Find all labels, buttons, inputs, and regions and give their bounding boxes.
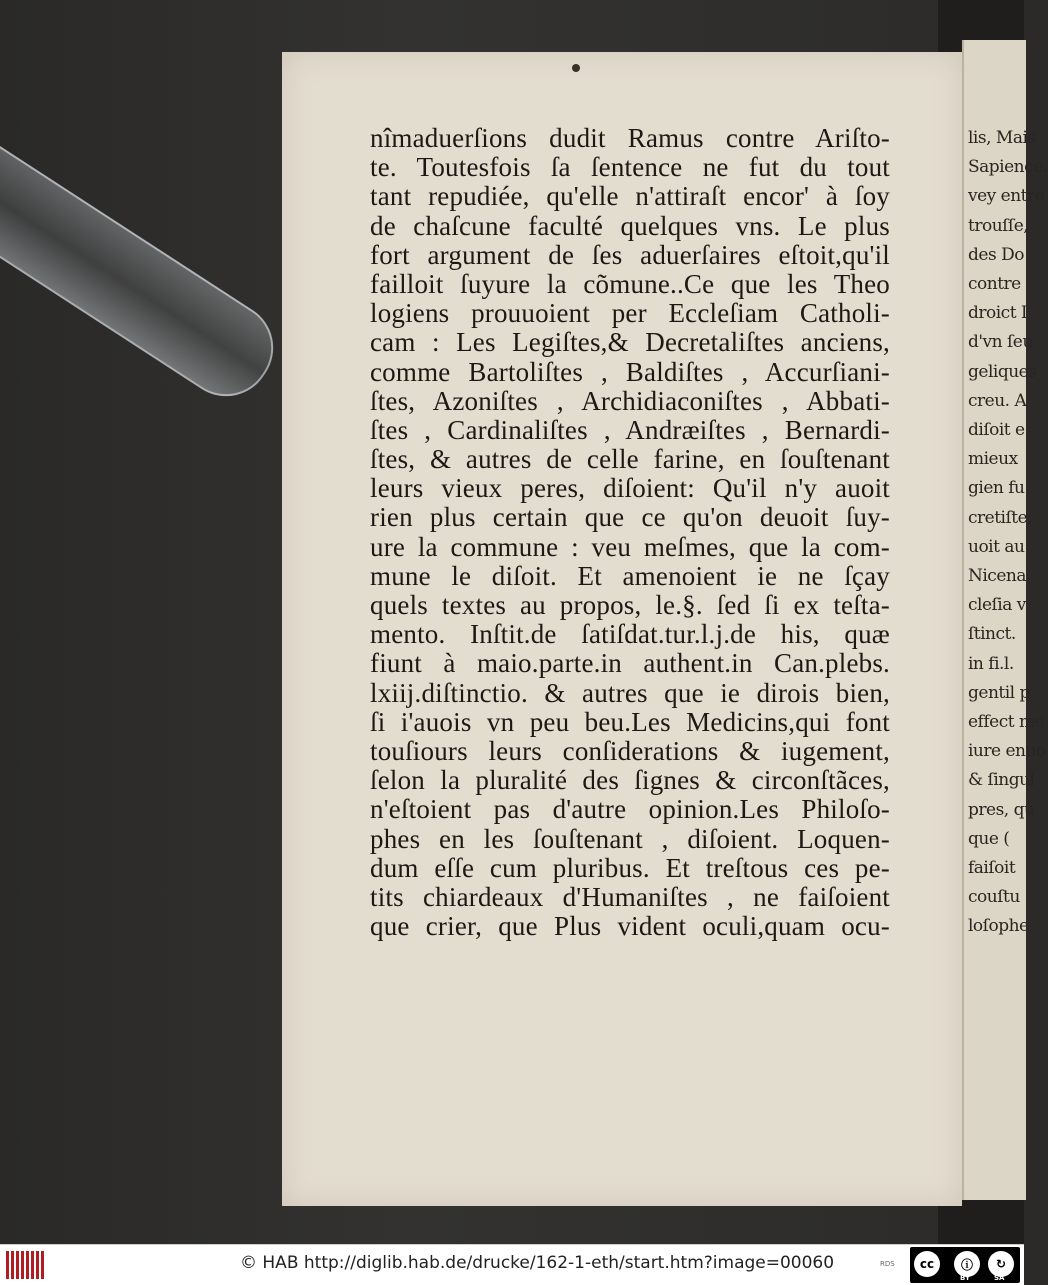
text-line: ſtes, Azoniſtes , Archidiaconiſtes , Abbati- [370,385,890,416]
text-line: tant repudiée, qu'elle n'attiraſt encor' à ſoy [370,181,890,212]
text-line: quels textes au propos, le.§. ſed ſi ex teſta- [370,590,890,620]
facing-text-fragment: diſoit e [968,420,1025,440]
facing-text-fragment: lis, Mais [968,128,1036,148]
facing-text-fragment: droict I [968,303,1028,324]
text-line: comme Bartoliſtes , Baldiſtes , Accurſiani- [370,356,890,387]
cc-license-badge[interactable] [910,1247,1020,1283]
page-text-block [370,124,890,941]
text-line: ſelon la pluralité des ſignes & circonſtãces, [370,765,890,796]
text-line: failloit ſuyure la cõmune..Ce que les Theo [370,268,890,299]
facing-text-fragment: loſophe [968,916,1029,937]
facing-text-fragment: Sapience. [968,157,1048,178]
facing-text-fragment: gien fu [968,478,1025,499]
facing-text-fragment: in fi.l. [968,653,1014,674]
copyright-url-text: © HAB http://diglib.hab.de/drucke/162-1-eth/start.htm?image=00060 [240,1253,835,1273]
text-line: nîmaduerſions dudit Ramus contre Ariſto- [370,123,890,153]
text-line: rien plus certain que ce qu'on deuoit ſuy- [370,502,890,533]
text-line: te. Toutesfois ſa ſentence ne fut du tout [370,152,890,183]
text-line: cam : Les Legiſtes,& Decretaliſtes anciens, [370,327,890,358]
text-line: touſiours leurs conſiderations & iugement, [370,735,890,766]
facing-page [962,40,1048,1200]
facing-text-fragment: ſtinct. [968,624,1016,645]
facing-text-fragment: contre [968,274,1021,294]
share-alike-icon: ↻ [988,1251,1014,1277]
text-line: mune le diſoit. Et amenoient ie ne ſçay [370,560,890,591]
facing-text-fragment: gentil p [968,682,1030,703]
facing-text-fragment: Nicena [968,566,1026,586]
facing-text-fragment: d'vn ſeu [968,332,1033,353]
footer-bar [0,1244,1024,1285]
text-line: ſtes , Cardinaliſtes , Andræiſtes , Bernardi- [370,414,890,445]
text-line: leurs vieux peres, diſoient: Qu'il n'y auoit [370,473,890,504]
facing-text-fragment: vey entre [968,186,1045,207]
text-line: phes en les ſouſtenant , diſoient. Loquen- [370,823,890,854]
text-line: lxiij.diſtinctio. & autres que ie dirois bien, [370,677,890,708]
facing-text-fragment: que ( [968,828,1010,849]
text-line: fort argument de ſes aduerſaires eſtoit,qu'il [370,239,890,270]
attribution-icon: ⓘ [954,1251,980,1277]
text-line: n'eſtoient pas d'autre opinion.Les Philoſo- [370,794,890,825]
text-line: dum eſſe cum pluribus. Et treſtous ces pe- [370,852,890,883]
text-line: tits chiardeaux d'Humaniſtes , ne faiſoient [370,881,890,912]
facing-text-fragment: effect me [968,712,1045,732]
text-line: ſtes, & autres de celle farine, en ſouſtenant [370,444,890,475]
facing-text-fragment: faiſoit [968,858,1016,878]
glass-page-weight [0,120,290,413]
hab-logo-icon [6,1251,46,1279]
sa-label: SA [994,1274,1005,1282]
cc-icon: cc [914,1251,940,1277]
page-mark [572,64,580,72]
facing-text-fragment: uoit au [968,536,1025,557]
facing-text-fragment: pres, qu [968,799,1035,820]
facing-text-fragment: cleſia v [968,595,1026,616]
book-page [282,52,962,1206]
text-line: ſi i'auois vn peu beu.Les Medicins,qui font [370,706,890,737]
facing-text-fragment: mieux [968,449,1018,470]
facing-text-fragment: geliques [968,361,1037,382]
text-line: logiens prouuoient per Eccleſiam Catholi- [370,298,890,329]
facing-text-fragment: des Do [968,244,1024,265]
facing-text-fragment: & ſingul [968,770,1035,791]
facing-text-fragment: creu. A [968,390,1027,411]
footer-small-mark: RDS [880,1260,895,1268]
text-line: que crier, que Plus vident oculi,quam ocu- [370,911,890,942]
by-label: BY [960,1274,971,1282]
facing-text-fragment: cretiſte, [968,507,1033,528]
text-line: mento. Inſtit.de ſatiſdat.tur.l.j.de his, quæ [370,619,890,650]
text-line: de chaſcune faculté quelques vns. Le plus [370,210,890,241]
facing-text-fragment: iure enuo [968,741,1046,762]
text-line: ure la commune : veu meſmes, que la com- [370,531,890,562]
text-line: fiunt à maio.parte.in authent.in Can.plebs. [370,648,890,679]
facing-text-fragment: trouſſe, [968,215,1029,236]
facing-text-fragment: couſtu [968,887,1020,908]
